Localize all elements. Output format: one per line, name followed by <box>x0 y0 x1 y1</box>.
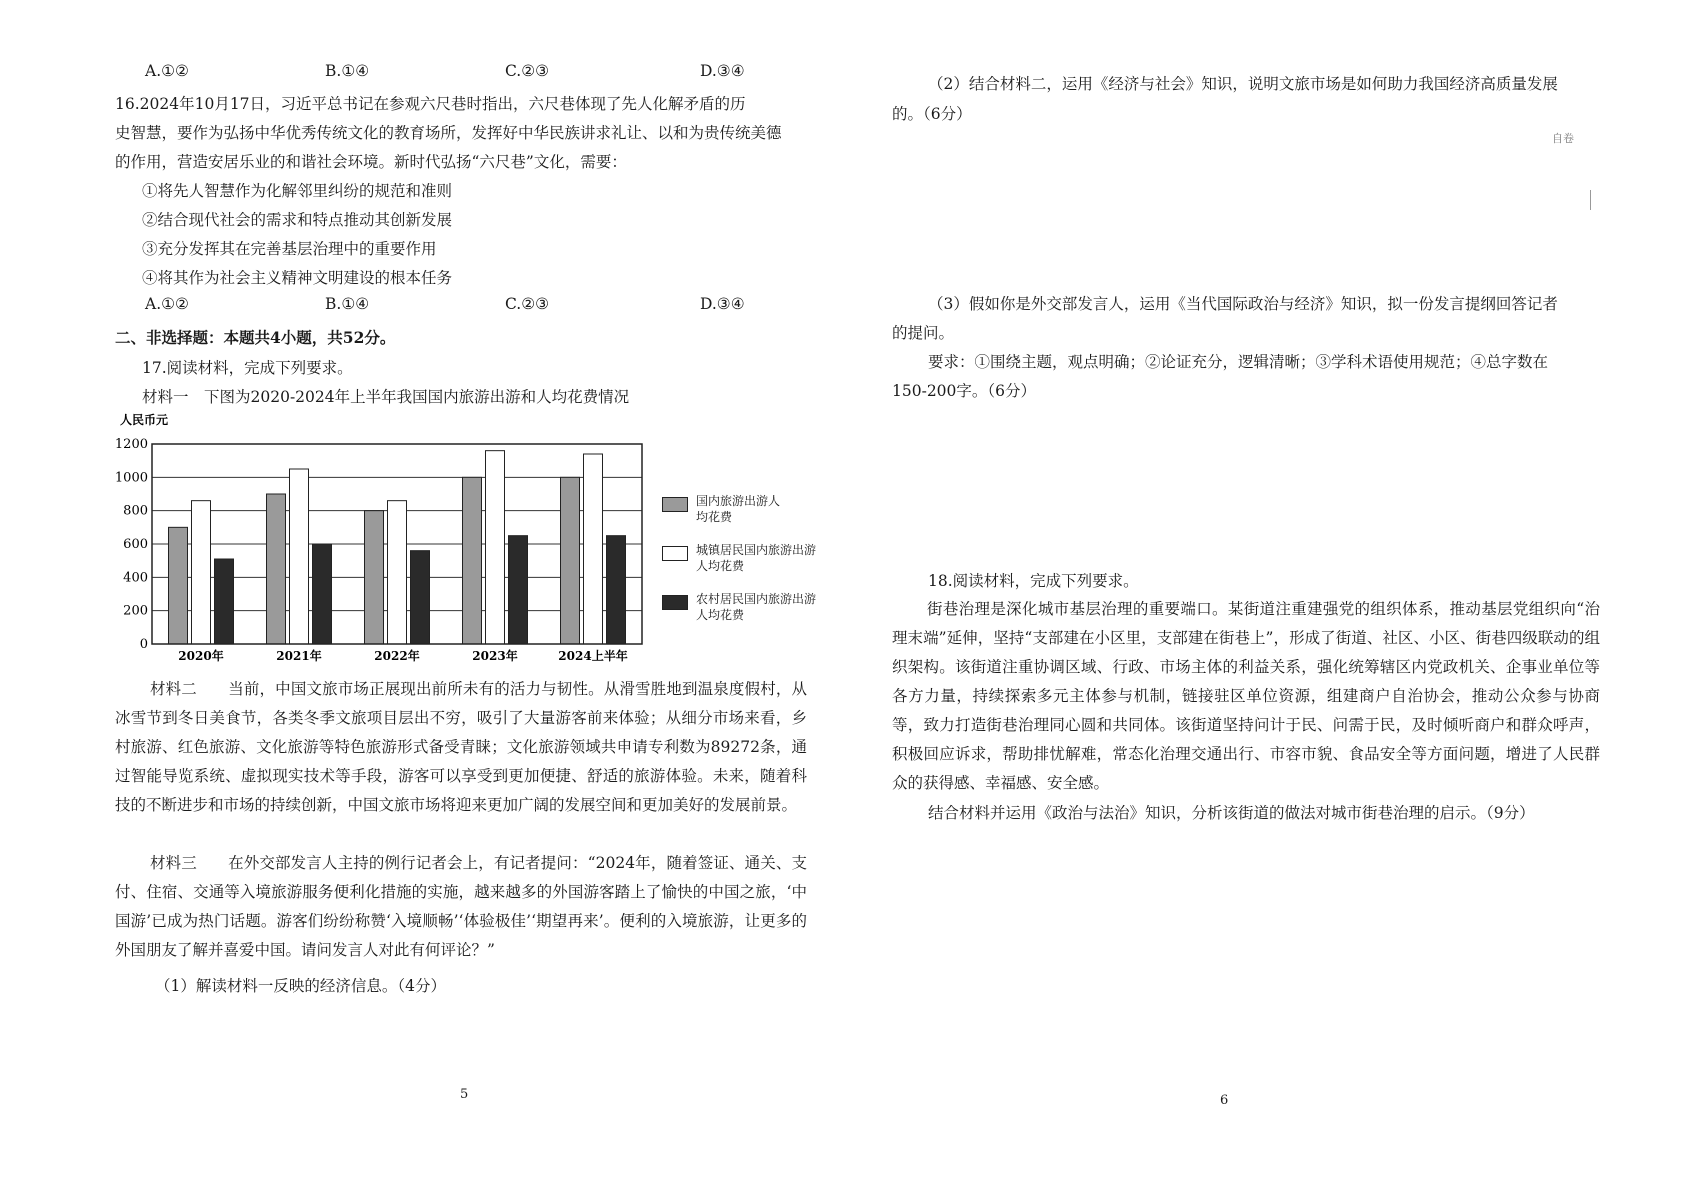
y-axis-label: 人民币元 <box>120 413 169 427</box>
q17-title: 17.阅读材料，完成下列要求。 <box>142 359 353 377</box>
bar-s0-c2 <box>365 511 384 644</box>
q17-part1: （1）解读材料一反映的经济信息。（4分） <box>155 977 446 995</box>
y-tick-label: 200 <box>123 603 148 619</box>
section2-heading: 二、非选择题：本题共4小题，共52分。 <box>115 328 396 347</box>
x-tick-label: 2021年 <box>276 649 322 663</box>
y-tick-labels <box>115 437 148 652</box>
q17-part3-req-line2: 150-200字。（6分） <box>892 382 1037 400</box>
bar-s0-c1 <box>267 494 286 644</box>
material2: 材料二 当前，中国文旅市场正展现出前所未有的活力与韧性。从滑雪胜地到温泉度假村，从冰雪节到冬日美食节，各类冬季文旅项目层出不穷，吸引了大量游客前来体验；从细分市场来看，乡村旅游、红色旅游、文化旅游等特色旅游形式备受青睐；文化旅游领域共申请专利数为89272条，通过智能导览系统、虚拟现实技术等手段，游客可以享受到更加便捷、舒适的旅游体验。未来，随着科技的不断进步和市场的持续创新，中国文旅市场将迎来更加广阔的发展空间和更加美好的发展前景。 <box>115 680 807 814</box>
q16-option-d[interactable]: D.③④ <box>700 295 745 313</box>
q16-stem-line1: 16.2024年10月17日，习近平总书记在参观六尺巷时指出，六尺巷体现了先人化解矛盾的历 <box>115 95 746 113</box>
x-tick-label: 2023年 <box>472 649 518 663</box>
q16-item-4: ④将其作为社会主义精神文明建设的根本任务 <box>142 269 453 287</box>
y-tick-label: 600 <box>123 537 148 552</box>
bar-s2-c2 <box>411 551 430 644</box>
margin-mark <box>1590 190 1591 210</box>
y-tick-label: 800 <box>123 503 148 519</box>
q17-part3-line1: （3）假如你是外交部发言人，运用《当代国际政治与经济》知识，拟一份发言提纲回答记者 <box>928 295 1558 313</box>
q15-option-c[interactable]: C.②③ <box>505 62 550 80</box>
bar-s2-c3 <box>509 536 528 644</box>
q17-part3-req-line1: 要求：①围绕主题，观点明确；②论证充分，逻辑清晰；③学科术语使用规范；④总字数在 <box>928 353 1549 371</box>
y-tick-label: 400 <box>123 570 148 586</box>
q16-item-1: ①将先人智慧作为化解邻里纠纷的规范和准则 <box>142 182 453 200</box>
material3: 材料三 在外交部发言人主持的例行记者会上，有记者提问：“2024年，随着签证、通关、支付、住宿、交通等入境旅游服务便利化措施的实施，越来越多的外国游客踏上了愉快的中国之旅，‘中国游’已成为热门话题。游客们纷纷称赞‘入境顺畅’‘体验极佳’‘期望再来’。便利的入境旅游，让更多的外国朋友了解并喜爱中国。请问发言人对此有何评论？” <box>115 854 807 959</box>
bar-s0-c0 <box>169 527 188 644</box>
q18-material: 街巷治理是深化城市基层治理的重要端口。某街道注重建强党的组织体系，推动基层党组织向“治理末端”延伸，坚持“支部建在小区里，支部建在街巷上”，形成了街道、社区、小区、街巷四级联动的组织架构。该街道注重协调区域、行政、市场主体的利益关系，强化统筹辖区内党政机关、企事业单位等各方力量，持续探索多元主体参与机制，链接驻区单位资源，组建商户自治协会，推动公众参与协商等，致力打造街巷治理同心圆和共同体。该街道坚持问计于民、问需于民，及时倾听商户和群众呼声，积极回应诉求，帮助排忧解难，常态化治理交通出行、市容市貌、食品安全等方面问题，增进了人民群众的获得感、幸福感、安全感。 <box>892 600 1600 792</box>
x-tick-label: 2020年 <box>178 649 224 663</box>
left-page <box>0 0 840 1190</box>
q15-option-a[interactable]: A.①② <box>145 62 189 80</box>
legend-label-urban: 城镇居民国内旅游出游人均花费 <box>696 543 817 573</box>
x-tick-labels <box>178 648 627 663</box>
q18-title: 18.阅读材料，完成下列要求。 <box>928 572 1139 590</box>
bars <box>169 451 626 644</box>
q16-item-2: ②结合现代社会的需求和特点推动其创新发展 <box>142 211 453 229</box>
legend-label-domestic: 国内旅游出游人均花费 <box>696 494 781 524</box>
bar-s2-c4 <box>607 536 626 644</box>
bar-s1-c0 <box>192 501 211 644</box>
page-number-5: 5 <box>460 1087 469 1102</box>
margin-note: 自卷 <box>1552 132 1574 145</box>
bar-chart <box>110 410 650 665</box>
q16-option-a[interactable]: A.①② <box>145 295 189 313</box>
q16-option-b[interactable]: B.①④ <box>325 295 370 313</box>
bar-s2-c0 <box>215 559 234 644</box>
legend-swatch-domestic <box>662 497 688 512</box>
bar-s0-c3 <box>463 477 482 644</box>
legend-label-rural: 农村居民国内旅游出游人均花费 <box>696 592 817 622</box>
q17-part2-line1: （2）结合材料二，运用《经济与社会》知识，说明文旅市场是如何助力我国经济高质量发展 <box>928 75 1558 93</box>
bar-s1-c2 <box>388 501 407 644</box>
q17-part2-line2: 的。（6分） <box>892 105 972 123</box>
q16-stem-line2: 史智慧，要作为弘扬中华优秀传统文化的教育场所，发挥好中华民族讲求礼让、以和为贵传统美德 <box>115 124 782 142</box>
bar-s1-c4 <box>584 454 603 644</box>
y-tick-label: 0 <box>139 637 148 652</box>
y-tick-label: 1200 <box>114 437 148 452</box>
legend-swatch-rural <box>662 595 688 610</box>
q16-stem-line3: 的作用，营造安居乐业的和谐社会环境。新时代弘扬“六尺巷”文化，需要： <box>115 153 627 171</box>
right-page <box>840 0 1683 1190</box>
q18-question: 结合材料并运用《政治与法治》知识，分析该街道的做法对城市街巷治理的启示。（9分） <box>928 804 1535 822</box>
bar-s1-c3 <box>486 451 505 644</box>
x-tick-label: 2024上半年 <box>558 649 628 663</box>
q17-part3-line2: 的提问。 <box>892 324 955 342</box>
material1-caption: 材料一 下图为2020-2024年上半年我国国内旅游出游和人均花费情况 <box>142 388 630 406</box>
page-number-6: 6 <box>1220 1093 1229 1108</box>
bar-s2-c1 <box>313 544 332 644</box>
q16-option-c[interactable]: C.②③ <box>505 295 550 313</box>
q16-item-3: ③充分发挥其在完善基层治理中的重要作用 <box>142 240 437 258</box>
x-tick-label: 2022年 <box>374 649 420 663</box>
q15-option-b[interactable]: B.①④ <box>325 62 370 80</box>
bar-s0-c4 <box>561 477 580 644</box>
legend-swatch-urban <box>662 546 688 561</box>
bar-s1-c1 <box>290 469 309 644</box>
q15-option-d[interactable]: D.③④ <box>700 62 745 80</box>
y-tick-label: 1000 <box>114 470 148 486</box>
